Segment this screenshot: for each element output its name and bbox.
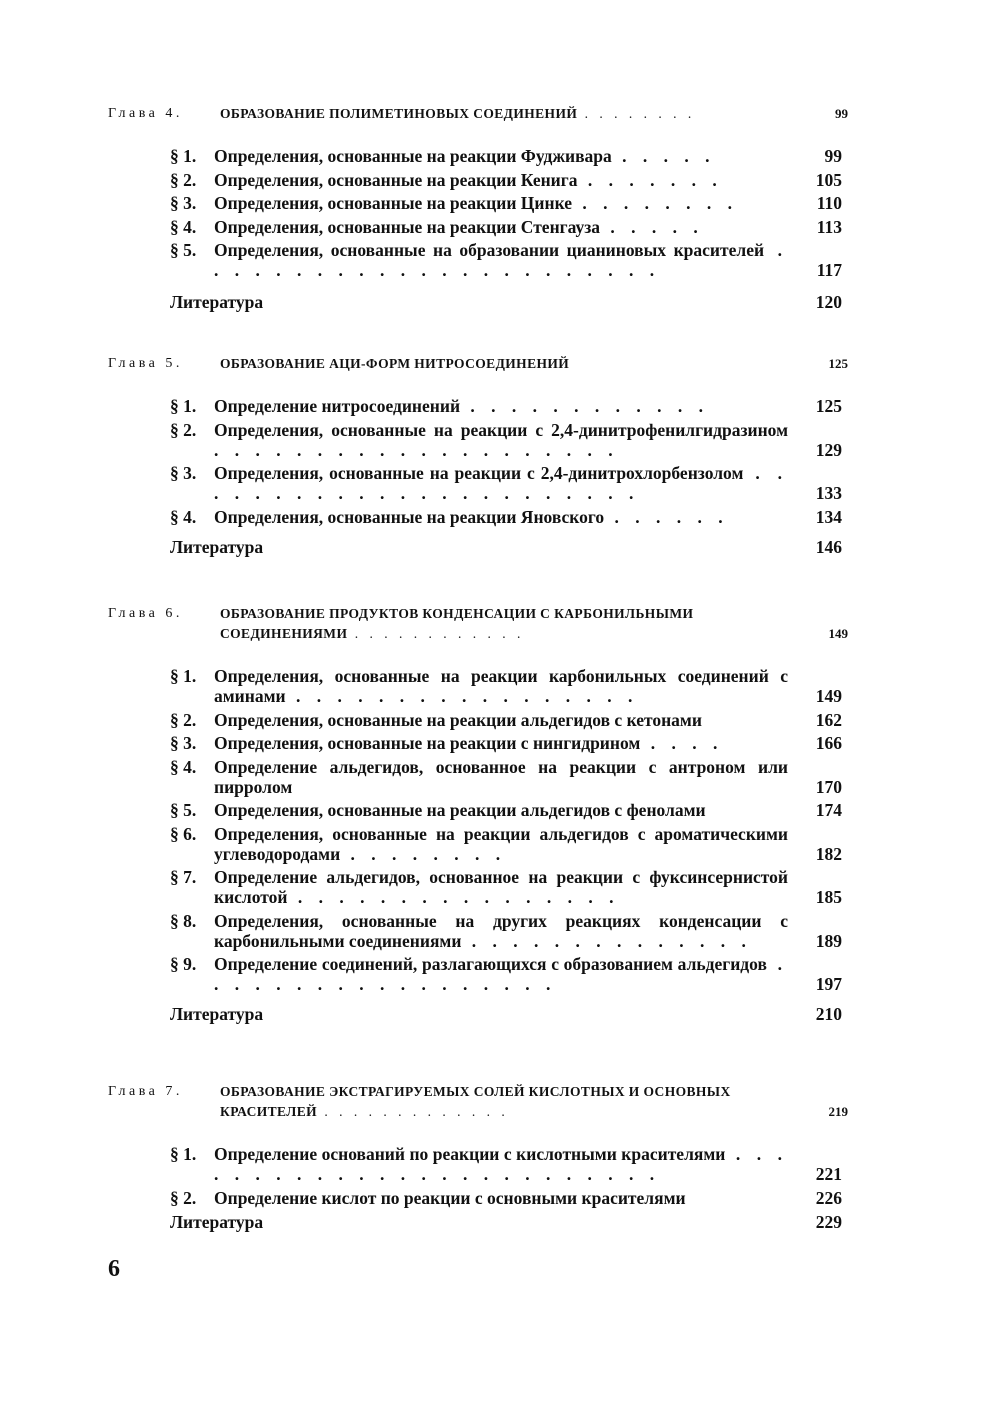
section-entry[interactable]: § 3. Определения, основанные на реакции с нингидрином . . . . 166 bbox=[170, 733, 842, 753]
section-title: Определение оснований по реакции с кислотными красителями bbox=[214, 1144, 726, 1164]
chapter-page: 219 bbox=[828, 1104, 848, 1119]
section-entry[interactable] bbox=[170, 800, 848, 820]
section-list bbox=[108, 1144, 848, 1208]
chapter-5 bbox=[108, 354, 848, 557]
section-number: § 5. bbox=[170, 800, 197, 820]
section-number: § 1. bbox=[170, 1144, 197, 1164]
section-entry[interactable] bbox=[170, 710, 848, 730]
literature-entry[interactable] bbox=[170, 292, 848, 312]
section-page: 166 bbox=[815, 733, 842, 753]
section-title: Определения, основанные на реакции альдегидов с фенолами bbox=[214, 800, 706, 820]
chapter-title: ОБРАЗОВАНИЕ ПОЛИМЕТИНОВЫХ СОЕДИНЕНИЙ bbox=[220, 106, 578, 121]
section-title: Определения, основанные на реакции Фудживара bbox=[214, 146, 612, 166]
literature-entry[interactable] bbox=[170, 537, 848, 557]
section-number: § 1. bbox=[170, 396, 197, 416]
chapter-label: Глава 5. bbox=[108, 356, 183, 371]
section-entry[interactable]: § 6. Определения, основанные на реакции альдегидов с ароматическими углеводородами . . . . . . . . 182 bbox=[170, 823, 842, 864]
section-page: 185 bbox=[815, 887, 842, 907]
section-number: § 3. bbox=[170, 463, 197, 483]
section-page: 189 bbox=[815, 930, 842, 951]
section-title: Определения, основанные на реакции Кенига bbox=[214, 169, 578, 190]
section-entry[interactable]: § 7. Определение альдегидов, основанное на реакции с фуксинсернистой кислотой . . . . . . . . . . . . . . . . 185 bbox=[170, 867, 842, 907]
chapter-title: ОБРАЗОВАНИЕ АЦИ-ФОРМ НИТРОСОЕДИНЕНИЙ bbox=[220, 356, 570, 371]
section-entry[interactable]: § 5. Определения, основанные на образовании цианиновых красителей . . . . . . . . . . . . . . . . . . . . . . . 117 bbox=[170, 240, 842, 280]
section-number: § 7. bbox=[170, 867, 197, 887]
section-number: § 4. bbox=[170, 506, 197, 527]
section-title: Определения, основанные на реакции с 2,4-динитрофенилгидразином bbox=[214, 419, 788, 440]
chapter-title: ОБРАЗОВАНИЕ ПРОДУКТОВ КОНДЕНСАЦИИ С КАРБОНИЛЬНЫМИ СОЕДИНЕНИЯМИ bbox=[220, 606, 694, 641]
section-title: Определение альдегидов, основанное на реакции с фуксинсернистой кислотой bbox=[214, 867, 788, 907]
section-page: 170 bbox=[815, 776, 842, 797]
literature-page: 210 bbox=[815, 1004, 842, 1024]
section-page: 129 bbox=[815, 439, 842, 460]
section-page: 117 bbox=[816, 260, 842, 280]
section-number: § 5. bbox=[170, 240, 197, 260]
section-number: § 9. bbox=[170, 954, 197, 974]
section-page: 99 bbox=[824, 146, 842, 166]
section-page: 125 bbox=[815, 396, 842, 416]
section-title: Определения, основанные на реакции карбонильных соединений с аминами bbox=[214, 666, 788, 706]
section-entry[interactable]: § 3. Определения, основанные на реакции Цинке . . . . . . . . 110 bbox=[170, 193, 842, 213]
section-page: 221 bbox=[815, 1164, 842, 1184]
literature-entry[interactable] bbox=[170, 1004, 848, 1024]
section-title: Определения, основанные на реакции Стенгауза bbox=[214, 216, 600, 237]
section-number: § 3. bbox=[170, 193, 197, 213]
literature-label: Литература bbox=[170, 536, 264, 557]
section-title: Определения, основанные на реакции Яновского bbox=[214, 506, 605, 527]
section-list bbox=[108, 666, 848, 994]
section-number: § 1. bbox=[170, 146, 197, 166]
section-entry[interactable]: § 8. Определения, основанные на других реакциях конденсации с карбонильными соединениями . . . . . . . . . . . . . . 189 bbox=[170, 910, 842, 951]
section-title: Определения, основанные на реакции с нингидрином bbox=[214, 733, 641, 753]
chapter-4 bbox=[108, 104, 848, 312]
chapter-6 bbox=[108, 604, 848, 1024]
chapter-page: 99 bbox=[835, 106, 848, 121]
section-page: 182 bbox=[815, 843, 842, 864]
section-number: § 3. bbox=[170, 733, 197, 753]
chapter-title: ОБРАЗОВАНИЕ ЭКСТРАГИРУЕМЫХ СОЛЕЙ КИСЛОТНЫХ И ОСНОВНЫХ КРАСИТЕЛЕЙ bbox=[220, 1084, 731, 1119]
section-list bbox=[108, 396, 848, 527]
section-title: Определение кислот по реакции с основными красителями bbox=[214, 1187, 686, 1208]
chapter-label: Глава 6. bbox=[108, 606, 183, 621]
section-page: 162 bbox=[815, 709, 842, 730]
section-page: 197 bbox=[815, 974, 842, 994]
section-entry[interactable] bbox=[170, 757, 848, 797]
section-number: § 1. bbox=[170, 666, 197, 686]
section-title: Определения, основанные на реакции Цинке bbox=[214, 193, 572, 213]
section-number: § 2. bbox=[170, 169, 197, 190]
chapter-heading bbox=[108, 354, 848, 374]
chapter-label: Глава 4. bbox=[108, 106, 183, 121]
section-page: 113 bbox=[816, 216, 842, 237]
literature-page: 120 bbox=[815, 292, 842, 312]
section-title: Определения, основанные на других реакциях конденсации с карбонильными соединениями bbox=[214, 910, 788, 951]
section-entry[interactable]: § 1. Определение оснований по реакции с кислотными красителями . . . . . . . . . . . . . . . . . . . . . . . . . 221 bbox=[170, 1144, 842, 1184]
section-entry[interactable]: § 1. Определение нитросоединений . . . . . . . . . . . . 125 bbox=[170, 396, 842, 416]
section-title: Определения, основанные на реакции с 2,4-динитрохлорбензолом bbox=[214, 463, 744, 483]
section-title: Определения, основанные на реакции альдегидов с ароматическими углеводородами bbox=[214, 823, 788, 864]
section-page: 134 bbox=[815, 506, 842, 527]
section-entry[interactable] bbox=[170, 1188, 848, 1208]
section-title: Определения, основанные на реакции альдегидов с кетонами bbox=[214, 709, 702, 730]
section-number: § 4. bbox=[170, 756, 197, 777]
literature-entry[interactable] bbox=[170, 1212, 848, 1232]
section-title: Определение соединений, разлагающихся с образованием альдегидов bbox=[214, 954, 767, 974]
section-entry[interactable]: § 4. Определения, основанные на реакции Стенгауза . . . . . 113 bbox=[170, 216, 842, 237]
section-entry[interactable]: § 2. Определения, основанные на реакции Кенига . . . . . . . 105 bbox=[170, 169, 842, 190]
section-number: § 6. bbox=[170, 823, 197, 844]
chapter-page: 149 bbox=[828, 626, 848, 641]
section-entry[interactable]: § 1. Определения, основанные на реакции карбонильных соединений с аминами . . . . . . . . . . . . . . . . . 149 bbox=[170, 666, 842, 706]
section-number: § 8. bbox=[170, 910, 197, 931]
literature-label: Литература bbox=[170, 1004, 264, 1024]
literature-page: 229 bbox=[815, 1211, 842, 1232]
section-page: 133 bbox=[815, 483, 842, 503]
section-number: § 2. bbox=[170, 1187, 197, 1208]
chapter-7 bbox=[108, 1082, 848, 1232]
section-page: 226 bbox=[815, 1187, 842, 1208]
section-title: Определения, основанные на образовании цианиновых красителей bbox=[214, 240, 765, 260]
chapter-page: 125 bbox=[828, 356, 848, 371]
chapter-label: Глава 7. bbox=[108, 1084, 183, 1099]
section-number: § 2. bbox=[170, 419, 197, 440]
section-entry[interactable]: § 4. Определения, основанные на реакции Яновского . . . . . . 134 bbox=[170, 506, 842, 527]
section-number: § 2. bbox=[170, 709, 197, 730]
chapter-heading: Глава 4. ОБРАЗОВАНИЕ ПОЛИМЕТИНОВЫХ СОЕДИНЕНИЙ . . . . . . . . 99 bbox=[108, 104, 848, 124]
literature-page: 146 bbox=[815, 536, 842, 557]
literature-label: Литература bbox=[170, 1211, 264, 1232]
section-title: Определение нитросоединений bbox=[214, 396, 461, 416]
section-entry[interactable]: § 1. Определения, основанные на реакции Фудживара . . . . . 99 bbox=[170, 146, 842, 166]
section-page: 149 bbox=[815, 686, 842, 706]
chapter-heading: Глава 6. ОБРАЗОВАНИЕ ПРОДУКТОВ КОНДЕНСАЦИИ С КАРБОНИЛЬНЫМИ СОЕДИНЕНИЯМИ . . . . . . . . . . . . 149 bbox=[108, 604, 848, 644]
section-entry[interactable]: § 3. Определения, основанные на реакции с 2,4-динитрохлорбензолом . . . . . . . . . . . . . . . . . . . . . . . 133 bbox=[170, 463, 842, 503]
section-entry[interactable]: § 2. Определения, основанные на реакции с 2,4-динитрофенилгидразином . . . . . . . . . . . . . . . . . . . . 129 bbox=[170, 419, 842, 460]
section-number: § 4. bbox=[170, 216, 197, 237]
section-title: Определение альдегидов, основанное на реакции с антроном или пирролом bbox=[214, 756, 788, 797]
chapter-heading: Глава 7. ОБРАЗОВАНИЕ ЭКСТРАГИРУЕМЫХ СОЛЕЙ КИСЛОТНЫХ И ОСНОВНЫХ КРАСИТЕЛЕЙ . . . . . . . . . . . . . 219 bbox=[108, 1082, 848, 1122]
page-number: 6 bbox=[108, 1256, 120, 1282]
literature-label: Литература bbox=[170, 292, 264, 312]
section-entry[interactable]: § 9. Определение соединений, разлагающихся с образованием альдегидов . . . . . . . . . . . . . . . . . . 197 bbox=[170, 954, 842, 994]
section-page: 174 bbox=[815, 800, 842, 820]
section-page: 105 bbox=[815, 169, 842, 190]
section-list bbox=[108, 146, 848, 280]
section-page: 110 bbox=[816, 193, 842, 213]
